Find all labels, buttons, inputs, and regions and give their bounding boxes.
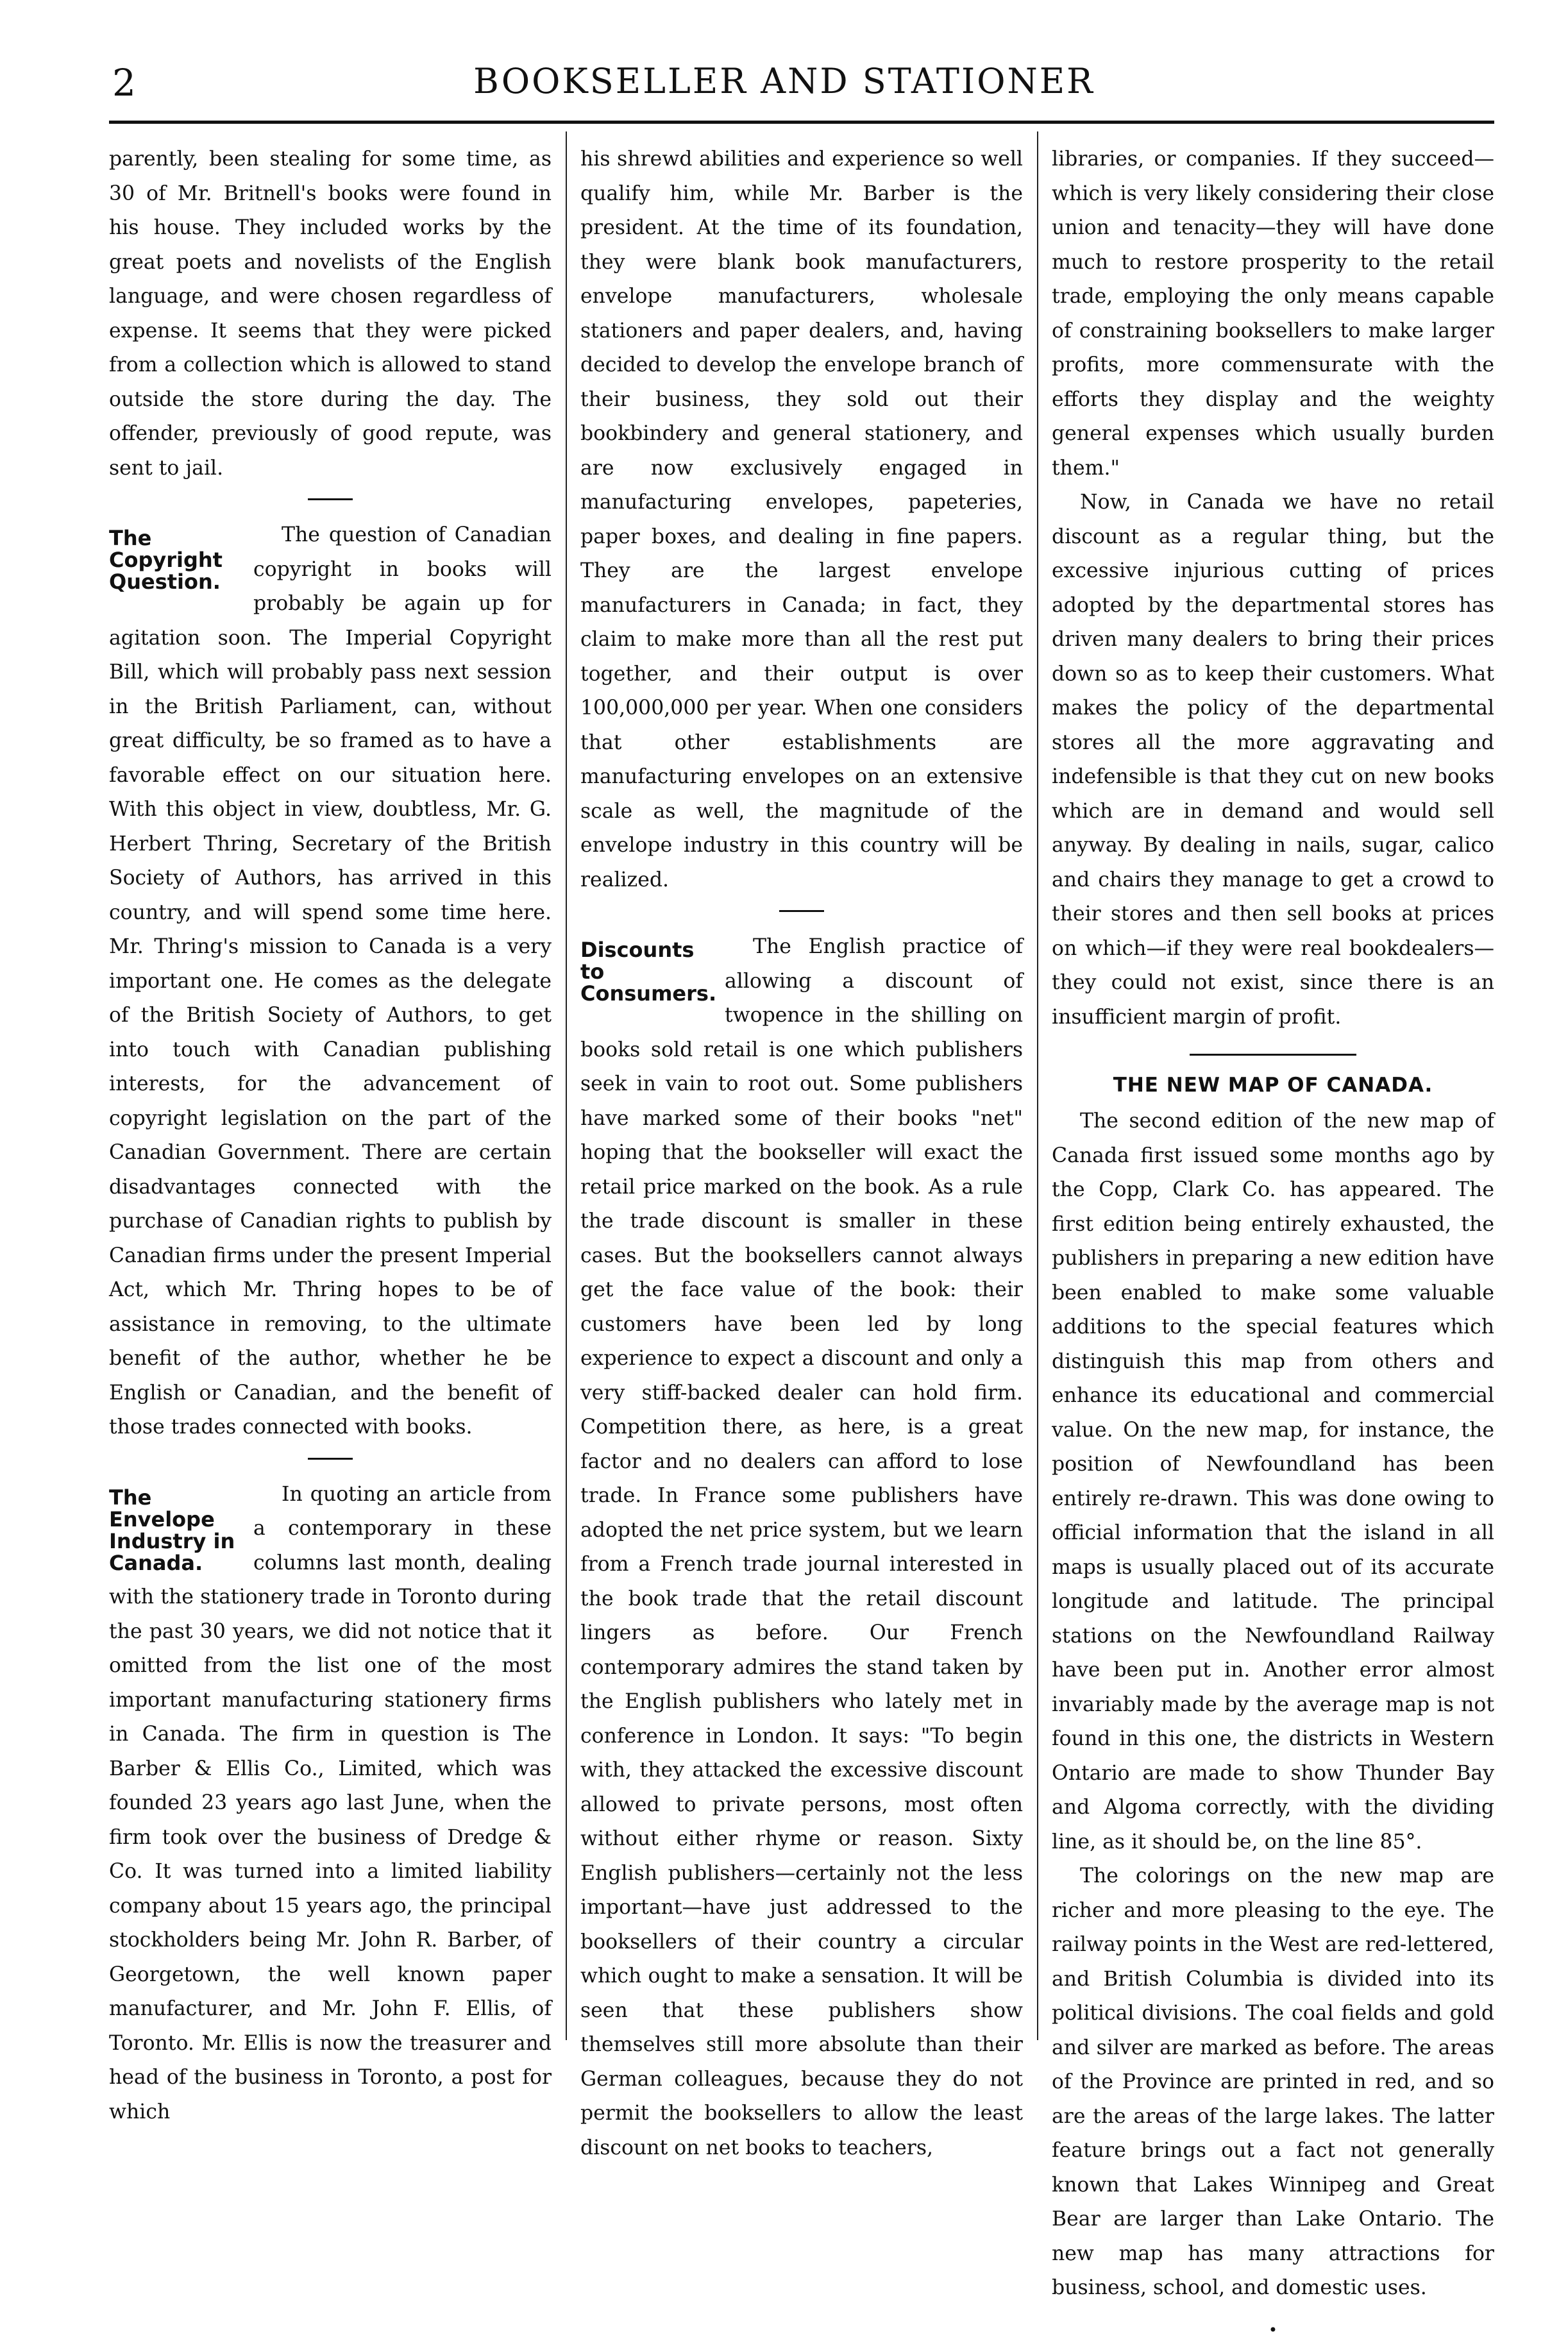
paragraph: The colorings on the new map are richer and more pleasing to the eye. The railway points in the West are red-lettered, and British Columbia is divided into its political divisions. The coal fields and gold and silver are marked as before. The areas of the Province are printed in red, and so are the areas of the large lakes. The latter feature brings out a fact not generally known that Lakes Winnipeg and Great Bear are larger than Lake Ontario. The new map has many attractions for business, school, and domestic uses. bbox=[1052, 1864, 1494, 2299]
header-rule bbox=[109, 121, 1494, 124]
section-separator bbox=[308, 1458, 353, 1460]
column-divider bbox=[566, 131, 567, 2040]
paragraph: Now, in Canada we have no retail discount as a regular thing, but the excessive injurious cutting of prices adopted by the departmental stores has driven many dealers to bring their prices down so as to keep their customers. What makes the policy of the departmental stores all the more aggravating and indefensible is that they cut on new books which are in demand and would sell anyway. By dealing in nails, sugar, calico and chairs they manage to get a crowd to their stores and then sell books at prices on which—if they were real bookdealers—they could not exist, since there is an insufficient margin of profit. bbox=[1052, 491, 1494, 1029]
column-3 bbox=[1052, 142, 1494, 2339]
paragraph: libraries, or companies. If they succeed—which is very likely considering their close union and tenacity—they will have done much to restore prosperity to the retail trade, employing the only means capable of constraining booksellers to make larger profits, more commensurate with the efforts they display and the weighty general expenses which usually burden them." bbox=[1052, 148, 1494, 480]
sidehead-envelope-industry: The Envelope Industry in Canada. bbox=[109, 1485, 235, 1575]
section-separator bbox=[308, 498, 353, 500]
paragraph: his shrewd abilities and experience so well qualify him, while Mr. Barber is the president. At the time of its foundation, they were blank book manufacturers, envelope manufacturers, wholesale stationers and paper dealers, and, having decided to develop the envelope branch of their business, they sold out their bookbindery and general stationery, and are now exclusively engaged in manufacturing envelopes, papeteries, paper boxes, and dealing in fine papers. They are the largest envelope manufacturers in Canada; in fact, they claim to make more than all the rest put together, and their output is over 100,000,000 per year. When one considers that other establishments are manufacturing envelopes on an extensive scale as well, the magnitude of the envelope industry in this country will be realized. bbox=[580, 148, 1023, 891]
column-1 bbox=[109, 142, 552, 2124]
sidehead-copyright-question: The Copyright Question. bbox=[109, 526, 223, 594]
section-separator bbox=[779, 910, 824, 912]
column-divider bbox=[1037, 131, 1038, 2040]
end-mark: • bbox=[1268, 2320, 1278, 2339]
running-title: BOOKSELLER AND STATIONER bbox=[473, 61, 1095, 101]
page-number: 2 bbox=[112, 61, 136, 105]
section-separator bbox=[1190, 1054, 1356, 1056]
paragraph: The English practice of allowing a discount of twopence in the shilling on books sold retail is one which publishers seek in vain to root out. Some publishers have marked some of their books "net" hoping that the bookseller will exact the retail price marked on the book. As a rule the trade discount is smaller in these cases. But the booksellers cannot always get the face value of the book: their customers have been led by long experience to expect a discount and only a very stiff-backed dealer can hold firm. Competition there, as here, is a great factor and no dealers can afford to lose trade. In France some publishers have adopted the net price system, but we learn from a French trade journal interested in the book trade that the retail discount lingers as before. Our French contemporary admires the stand taken by the English publishers who lately met in conference in London. It says: "To begin with, they attacked the excessive discount allowed to private persons, most often without either rhyme or reason. Sixty English publishers—certainly not the less important—have just addressed to the booksellers of their country a circular which ought to make a sensation. It will be seen that these publishers show themselves still more absolute than their German colleagues, because they do not permit the booksellers to allow the least discount on net books to teachers, bbox=[580, 935, 1023, 2159]
paragraph: The question of Canadian copyright in books will probably be again up for agitation soon. The Imperial Copyright Bill, which will probably pass next session in the British Parliament, can, without great difficulty, be so framed as to have a favorable effect on our situation here. With this object in view, doubtless, Mr. G. Herbert Thring, Secretary of the British Society of Authors, has arrived in this country, and will spend some time here. Mr. Thring's mission to Canada is a very important one. He comes as the delegate of the British Society of Authors, to get into touch with Canadian publishing interests, for the advancement of copyright legislation on the part of the Canadian Government. There are certain disadvantages connected with the purchase of Canadian rights to publish by Canadian firms under the present Imperial Act, which Mr. Thring hopes to be of assistance in removing, to the ultimate benefit of the author, whether he be English or Canadian, and the benefit of those trades connected with books. bbox=[109, 523, 552, 1439]
column-2 bbox=[580, 142, 1023, 2159]
paragraph: parently, been stealing for some time, as 30 of Mr. Britnell's books were found in his house. They included works by the great poets and novelists of the English language, and were chosen regardless of expense. It seems that they were picked from a collection which is allowed to stand outside the store during the day. The offender, previously of good repute, was sent to jail. bbox=[109, 148, 552, 480]
paragraph: The second edition of the new map of Canada first issued some months ago by the Copp, Clark Co. has appeared. The first edition being entirely exhausted, the publishers in preparing a new edition have been enabled to make some valuable additions to the special features which distinguish this map from others and enhance its educational and commercial value. On the new map, for instance, the position of Newfoundland has been entirely re-drawn. This was done owing to official information that the island in all maps is usually placed out of its accurate longitude and latitude. The principal stations on the Newfoundland Railway have been put in. Another error almost invariably made by the average map is not found in this one, the districts in Western Ontario are made to show Thunder Bay and Algoma correctly, with the dividing line, as it should be, on the line 85°. bbox=[1052, 1110, 1494, 1853]
sidehead-discounts-to-consumers: Discounts to Consumers. bbox=[580, 938, 717, 1006]
section-title-new-map-of-canada: THE NEW MAP OF CANADA. bbox=[1113, 1074, 1433, 1097]
paragraph: In quoting an article from a contemporary in these columns last month, dealing with the stationery trade in Toronto during the past 30 years, we did not notice that it omitted from the list one of the most important manufacturing stationery firms in Canada. The firm in question is The Barber & Ellis Co., Limited, which was founded 23 years ago last June, when the firm took over the business of Dredge & Co. It was turned into a limited liability company about 15 years ago, the principal stockholders being Mr. John R. Barber, of Georgetown, the well known paper manufacturer, and Mr. John F. Ellis, of Toronto. Mr. Ellis is now the treasurer and head of the business in Toronto, a post for which bbox=[109, 1482, 552, 2124]
